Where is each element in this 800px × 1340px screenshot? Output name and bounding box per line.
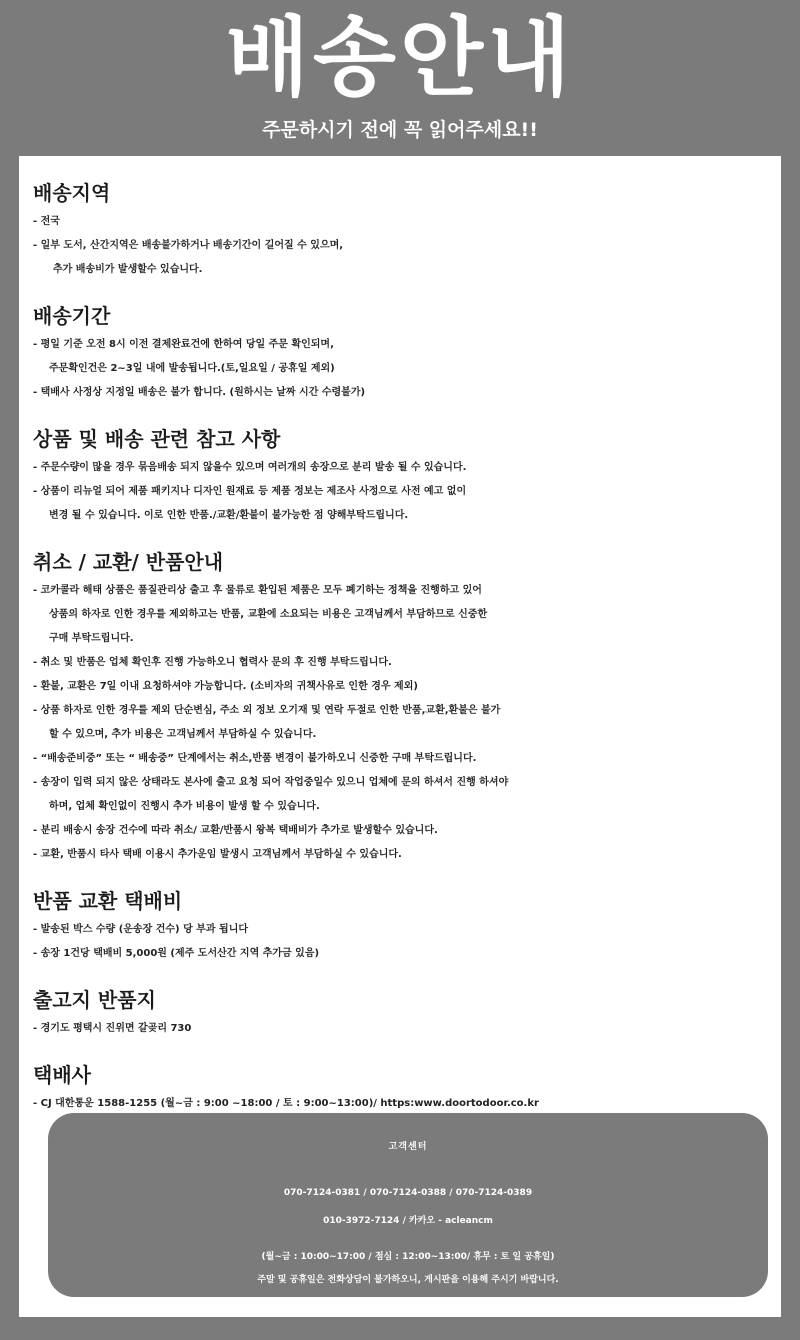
page-title: 배송안내: [225, 8, 575, 108]
info-line: - 코카콜라 해태 상품은 품질관리상 출고 후 물류로 환입된 제품은 모두 폐기하는 정책을 진행하고 있어: [33, 585, 482, 596]
section-delivery-area: [33, 178, 781, 282]
section-title: 배송지역: [33, 181, 111, 205]
info-line: - 환불, 교환은 7일 이내 요청하셔야 가능합니다. (소비자의 귀책사유로 인한 경우 제외): [33, 681, 418, 692]
info-line: 구매 부탁드립니다.: [49, 633, 134, 644]
section-title: 취소 / 교환/ 반품안내: [33, 550, 224, 574]
page-subtitle: 주문하시기 전에 꼭 읽어주세요!!: [262, 119, 538, 141]
section-cancel-exchange-return: [33, 547, 781, 867]
section-title: 반품 교환 택배비: [33, 889, 183, 913]
section-return-address: [33, 985, 781, 1041]
info-line: - 교환, 반품시 타사 택배 이용시 추가운임 발생시 고객님께서 부담하실 수 있습니다.: [33, 849, 402, 860]
shipping-info-panel: [19, 156, 781, 1317]
info-line: - 송장이 입력 되지 않은 상태라도 본사에 출고 요청 되어 작업중일수 있으니 업체에 문의 하셔서 진행 하셔야: [33, 777, 509, 788]
info-line: - 일부 도서, 산간지역은 배송불가하거나 배송기간이 길어질 수 있으며,: [33, 240, 344, 251]
info-line: - 분리 배송시 송장 건수에 따라 취소/ 교환/반품시 왕복 택배비가 추가로 발생할수 있습니다.: [33, 825, 438, 836]
section-courier: [33, 1060, 781, 1116]
info-line: 변경 될 수 있습니다. 이로 인한 반품./교환/환불이 불가능한 점 양해부탁드립니다.: [49, 510, 409, 521]
info-line: - 평일 기준 오전 8시 이전 결제완료건에 한하여 당일 주문 확인되며,: [33, 339, 334, 350]
customer-center-phones: 070-7124-0381 / 070-7124-0388 / 070-7124-0389: [283, 1188, 533, 1198]
info-line: - 택배사 사정상 지정일 배송은 불가 합니다. (원하시는 날짜 시간 수령불가): [33, 387, 366, 398]
info-line: - 송장 1건당 택배비 5,000원 (제주 도서산간 지역 추가금 있음): [33, 948, 320, 959]
info-line: - 주문수량이 많을 경우 묶음배송 되지 않을수 있으며 여러개의 송장으로 분리 발송 될 수 있습니다.: [33, 462, 467, 473]
customer-center-box: [48, 1113, 768, 1297]
info-line: 추가 배송비가 발생할수 있습니다.: [53, 264, 203, 275]
customer-center-phones-secondary: 010-3972-7124 / 카카오 - acleancm: [323, 1216, 493, 1226]
info-line: - “배송준비중” 또는 “ 배송중” 단계에서는 취소,반품 변경이 불가하오니 신중한 구매 부탁드립니다.: [33, 753, 477, 764]
info-line: - 취소 및 반품은 업체 확인후 진행 가능하오니 협력사 문의 후 진행 부탁드립니다.: [33, 657, 392, 668]
info-line: - 상품이 리뉴얼 되어 제품 패키지나 디자인 원재료 등 제품 정보는 제조사 사정으로 사전 예고 없이: [33, 486, 467, 497]
info-line: - 경기도 평택시 진위면 갈곶리 730: [33, 1023, 192, 1034]
section-title: 상품 및 배송 관련 참고 사항: [33, 427, 281, 451]
info-line: 상품의 하자로 인한 경우를 제외하고는 반품, 교환에 소요되는 비용은 고객님께서 부담하므로 신중한: [49, 609, 488, 620]
section-delivery-period: [33, 301, 781, 405]
section-title: 출고지 반품지: [33, 988, 156, 1012]
customer-center-note: 주말 및 공휴일은 전화상담이 불가하오니, 게시판을 이용해 주시기 바랍니다.: [257, 1275, 559, 1285]
info-line: 주문확인건은 2~3일 내에 발송됩니다.(토,일요일 / 공휴일 제외): [49, 363, 335, 374]
section-title: 택배사: [33, 1063, 91, 1087]
info-line: - 상품 하자로 인한 경우를 제외 단순변심, 주소 외 정보 오기재 및 연락 두절로 인한 반품,교환,환불은 불가: [33, 705, 501, 716]
customer-center-title: 고객센터: [388, 1142, 428, 1152]
info-line: 하며, 업체 확인없이 진행시 추가 비용이 발생 할 수 있습니다.: [49, 801, 320, 812]
info-line: - 발송된 박스 수량 (운송장 건수) 당 부과 됩니다: [33, 924, 249, 935]
customer-center-hours: (월~금 : 10:00~17:00 / 점심 : 12:00~13:00/ 휴무 : 토 일 공휴일): [261, 1252, 555, 1262]
info-line: 할 수 있으며, 추가 비용은 고객님께서 부담하실 수 있습니다.: [49, 729, 317, 740]
section-title: 배송기간: [33, 304, 111, 328]
info-line: - CJ 대한통운 1588-1255 (월~금 : 9:00 ~18:00 / 토 : 9:00~13:00)/ https:www.doortodoor.co.kr: [33, 1098, 539, 1109]
section-return-shipping-fee: [33, 886, 781, 966]
info-line: - 전국: [33, 216, 60, 227]
section-product-notes: [33, 424, 781, 528]
